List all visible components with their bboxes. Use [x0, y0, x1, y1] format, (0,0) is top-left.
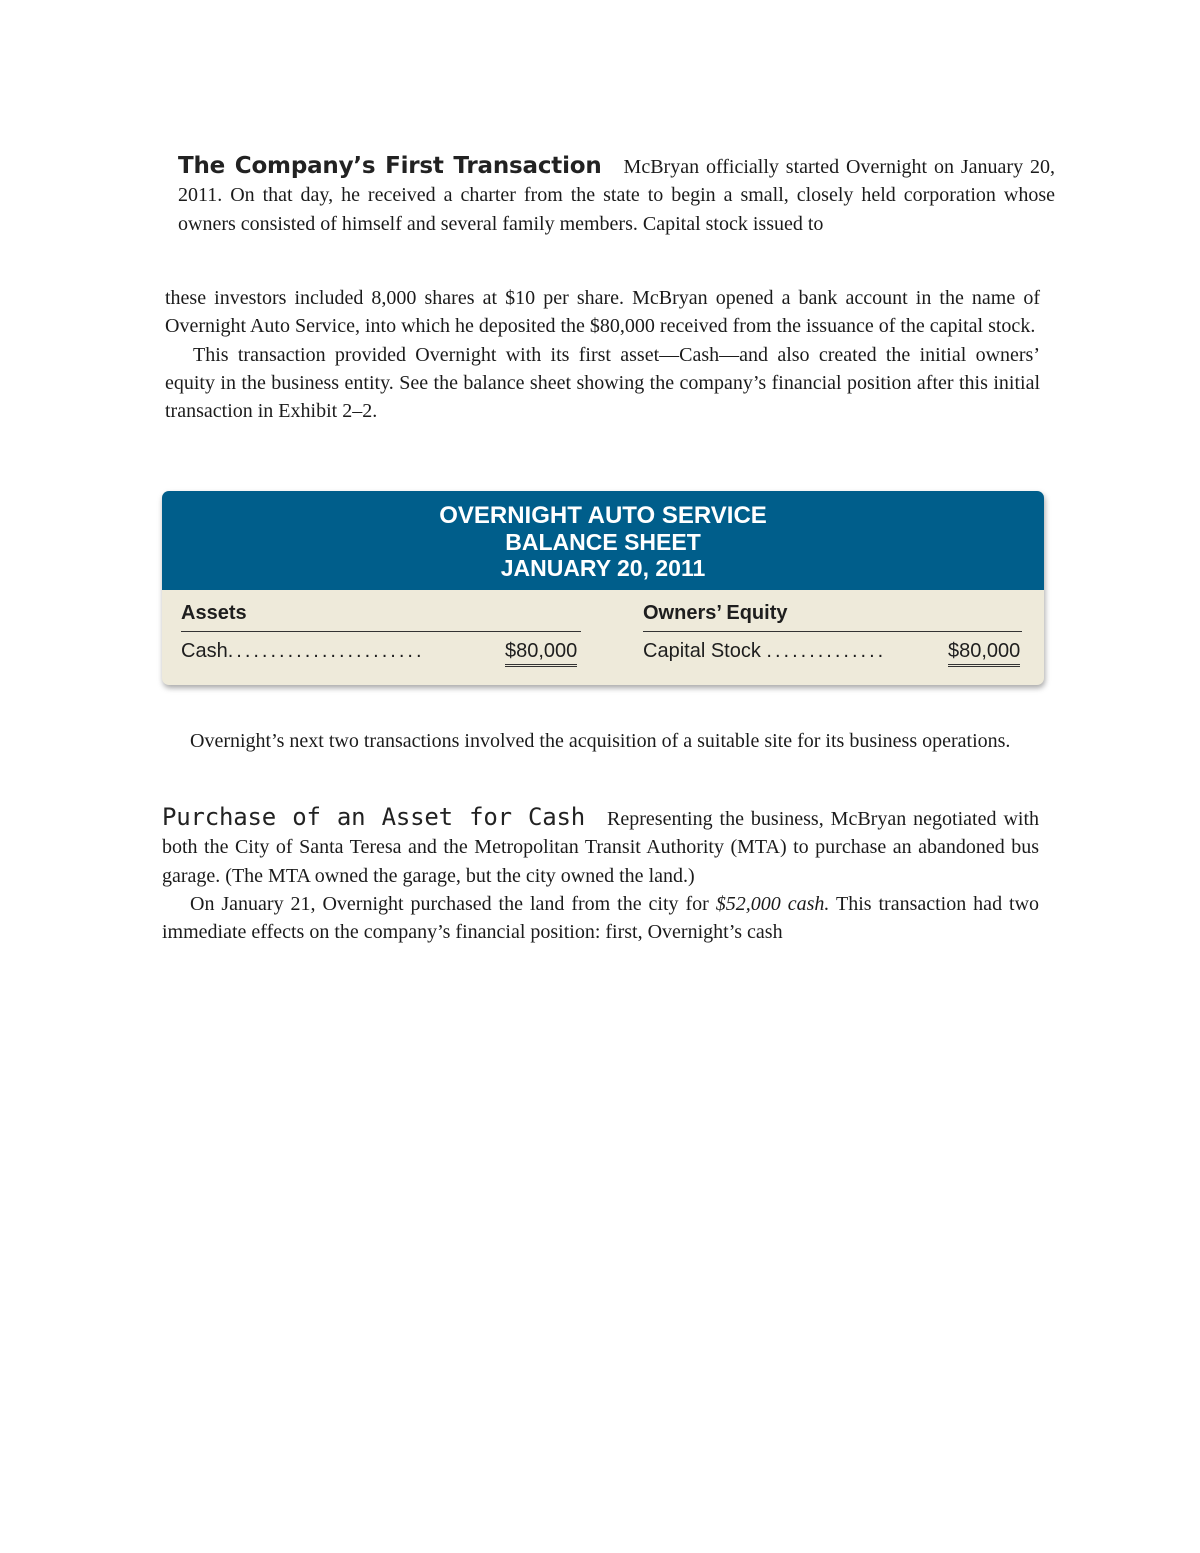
capital-stock-label-text: Capital Stock	[643, 640, 761, 662]
paragraph-text: This transaction had two immediate effects on the company’s financial position: first, Overnight’s cash	[162, 892, 1040, 944]
paragraph	[162, 803, 1039, 890]
paragraph-text: Overnight’s next two transactions involved the acquisition of a suitable site for its business operations.	[190, 730, 1011, 752]
paragraph-text: Representing the business, McBryan negotiated with both the City of Santa Teresa and the Metropolitan Transit Authority (MTA) to purchase an abandoned bus garage. (The MTA owned the garage, but the city owned the land.)	[162, 808, 1039, 887]
cash-amount	[505, 640, 577, 663]
paragraph-text: McBryan officially started Overnight on January 20, 2011. On that day, he received a charter from the state to begin a small, closely held corporation whose owners consisted of himself and several family members. Capital stock issued to	[178, 156, 1055, 235]
balance-sheet-exhibit	[162, 491, 1044, 685]
paragraph-text: these investors included 8,000 shares at $10 per share. McBryan opened a bank account in the name of Overnight Auto Service, into which he deposited the $80,000 received from the issuance of the capital stock.	[165, 287, 1040, 338]
capital-stock-label	[643, 640, 886, 663]
section-first-transaction-continued	[165, 284, 1040, 425]
section-next-transactions	[162, 727, 1039, 755]
divider	[181, 631, 581, 632]
divider	[643, 631, 1022, 632]
paragraph-text: This transaction provided Overnight with its first asset—Cash—and also created the initial owners’ equity in the business entity. See the balance sheet showing the company’s financial position after this initial transaction in Exhibit 2–2.	[165, 343, 1040, 423]
leader-dots: .......................	[227, 640, 425, 662]
assets-column-label: Assets	[181, 602, 247, 624]
owners-equity-column-label: Owners’ Equity	[643, 602, 788, 624]
section-heading-purchase: Purchase of an Asset for Cash	[162, 803, 586, 831]
exhibit-statement-name: BALANCE SHEET	[505, 529, 701, 555]
capital-stock-amount	[948, 640, 1020, 663]
emphasized-amount: $52,000 cash.	[715, 892, 830, 915]
capital-stock-amount-value: $80,000	[948, 640, 1020, 667]
section-first-transaction	[178, 152, 1055, 238]
exhibit-header	[162, 491, 1044, 590]
cash-amount-value: $80,000	[505, 640, 577, 667]
cash-label-text: Cash	[181, 640, 228, 662]
paragraph	[162, 890, 1039, 947]
exhibit-date: JANUARY 20, 2011	[500, 555, 706, 581]
paragraph-text: On January 21, Overnight purchased the land from the city for	[190, 892, 709, 915]
section-heading-first-transaction: The Company’s First Transaction	[178, 153, 602, 179]
section-purchase-asset-for-cash	[162, 803, 1039, 946]
leader-dots: ..............	[766, 640, 887, 662]
cash-label	[181, 640, 425, 663]
paragraph	[178, 152, 1055, 238]
exhibit-company-name: OVERNIGHT AUTO SERVICE	[439, 502, 767, 529]
